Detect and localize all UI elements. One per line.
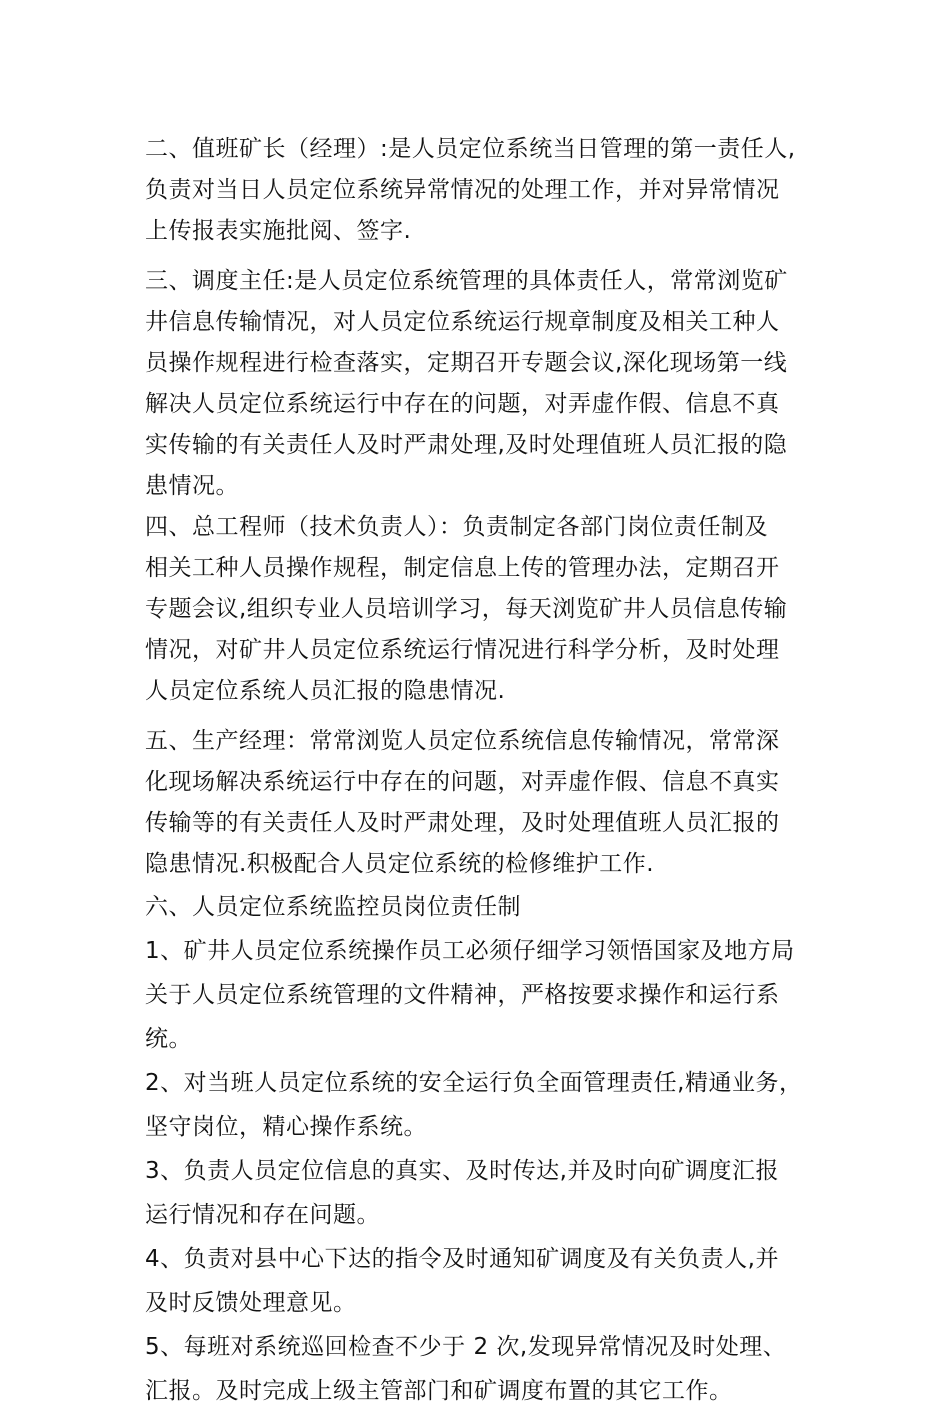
list-item-2: 2、对当班人员定位系统的安全运行负全面管理责任,精通业务， 坚守岗位，精心操作系统。	[145, 1070, 803, 1140]
section-heading-monitor-duties: 六、人员定位系统监控员岗位责任制	[145, 894, 521, 920]
paragraph-production-manager: 五、生产经理：常常浏览人员定位系统信息传输情况，常常深 化现场解决系统运行中存在的问题，对弄虚作假、信息不真实 传输等的有关责任人及时严肃处理，及时处理值班人员汇报的 隐患情况.积极配合人员定位系统的检修维护工作.	[145, 728, 780, 877]
list-item-4: 4、负责对县中心下达的指令及时通知矿调度及有关负责人,并 及时反馈处理意见。	[145, 1246, 779, 1316]
paragraph-chief-engineer: 四、总工程师（技术负责人）：负责制定各部门岗位责任制及 相关工种人员操作规程，制定信息上传的管理办法，定期召开 专题会议,组织专业人员培训学习，每天浏览矿井人员信息传输 情况，对矿井人员定位系统运行情况进行科学分析，及时处理 人员定位系统人员汇报的隐患情况.	[145, 514, 788, 704]
list-item-3: 3、负责人员定位信息的真实、及时传达,并及时向矿调度汇报 运行情况和存在问题。	[145, 1158, 779, 1228]
paragraph-dispatch-director: 三、调度主任:是人员定位系统管理的具体责任人，常常浏览矿 井信息传输情况，对人员定位系统运行规章制度及相关工种人 员操作规程进行检查落实，定期召开专题会议,深化现场第一线 解决人员定位系统运行中存在的问题，对弄虚作假、信息不真 实传输的有关责任人及时严肃处理,及时处理值班人员汇报的隐 患情况。	[145, 268, 788, 499]
list-item-5: 5、每班对系统巡回检查不少于 2 次,发现异常情况及时处理、 汇报。及时完成上级主管部门和矿调度布置的其它工作。	[145, 1334, 787, 1404]
document-body	[145, 129, 835, 1413]
paragraph-duty-mine-manager: 二、值班矿长（经理）:是人员定位系统当日管理的第一责任人, 负责对当日人员定位系统异常情况的处理工作，并对异常情况 上传报表实施批阅、签字.	[145, 136, 796, 244]
list-item-1: 1、矿井人员定位系统操作员工必须仔细学习领悟国家及地方局 关于人员定位系统管理的文件精神，严格按要求操作和运行系 统。	[145, 938, 795, 1052]
